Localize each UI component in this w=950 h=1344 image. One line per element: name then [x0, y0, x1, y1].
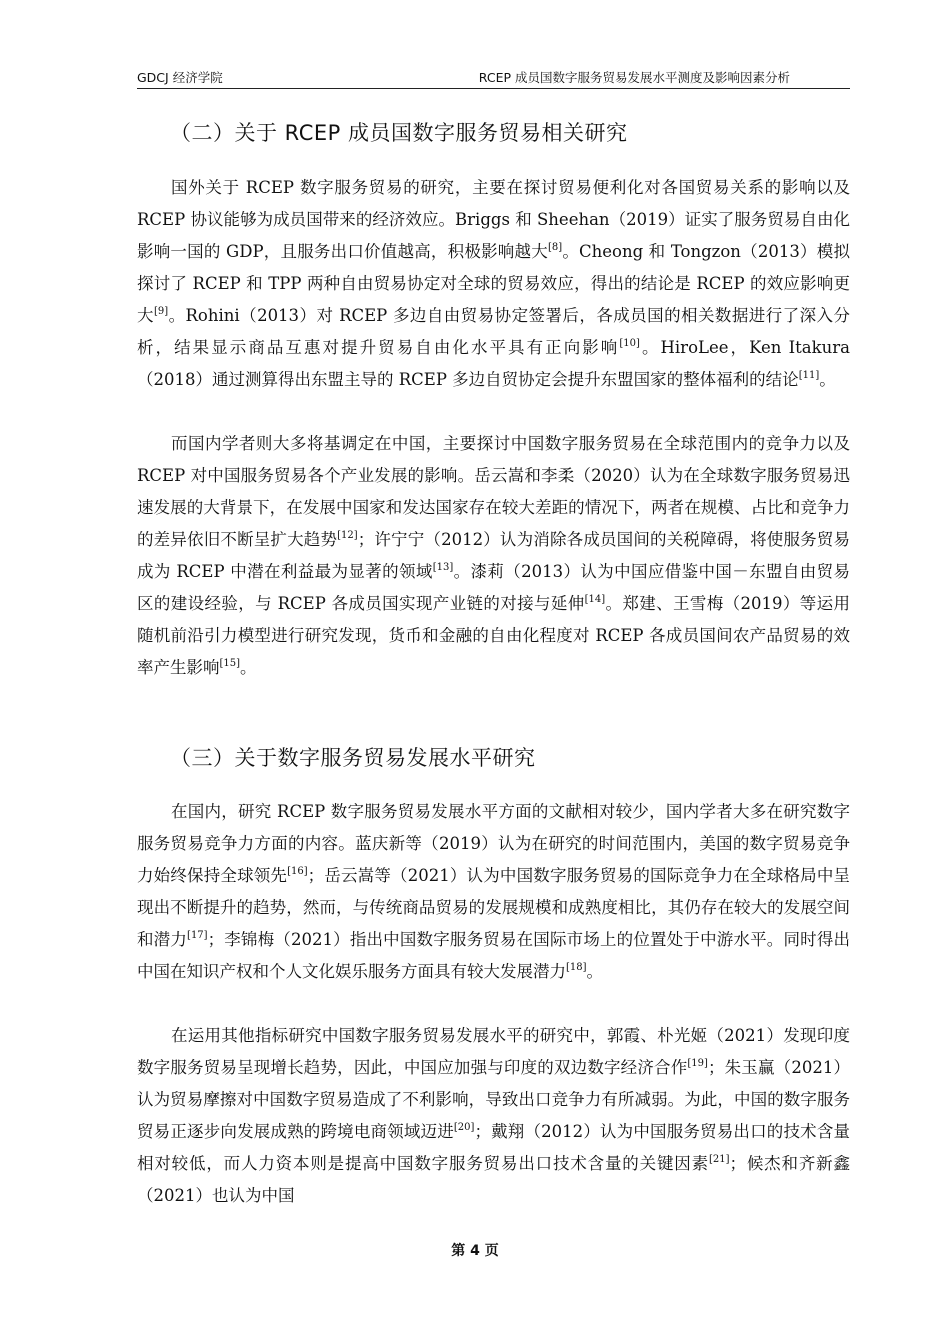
paragraph-competitiveness	[137, 796, 850, 988]
citation-21: [21]	[708, 1154, 730, 1165]
text-run: 在国内，研究 RCEP 数字服务贸易发展水平方面的文献相对较少，国内学者大多在研究数字服务贸易竞争力方面的内容。蓝庆新等（2019）认为在研究的时间范围内，美国的数字贸易竞争力始终保持全球领先	[137, 802, 850, 885]
text-run: 。漆莉（2013）认为中国应借鉴中国－东盟自由贸易区的建设经验，与 RCEP 各成员国实现产业链的对接与延伸	[137, 562, 850, 613]
text-run: ；朱玉赢（2021）认为贸易摩擦对中国数字贸易造成了不利影响，导致出口竞争力有所减弱。为此，中国的数字服务贸易正逐步向发展成熟的跨境电商领域迈进	[137, 1058, 851, 1141]
citation-13: [13]	[432, 562, 454, 573]
citation-9: [9]	[153, 306, 169, 317]
paragraph-foreign-research	[137, 172, 850, 396]
text-run: ；候杰和齐新鑫（2021）也认为中国	[137, 1154, 851, 1205]
header-institution: GDCJ 经济学院	[137, 70, 223, 85]
text-run: 。	[240, 658, 257, 677]
text-run: 。郑建、王雪梅（2019）等运用随机前沿引力模型进行研究发现，货币和金融的自由化程度对 RCEP 各成员国间农产品贸易的效率产生影响	[137, 594, 851, 677]
section-heading-2: （二）关于 RCEP 成员国数字服务贸易相关研究	[170, 121, 628, 145]
text-run: ；李锦梅（2021）指出中国数字服务贸易在国际市场上的位置处于中游水平。同时得出中国在知识产权和个人文化娱乐服务方面具有较大发展潜力	[137, 930, 851, 981]
text-run: ；许宁宁（2012）认为消除各成员国间的关税障碍，将使服务贸易成为 RCEP 中潜在利益最为显著的领域	[137, 530, 851, 581]
citation-8: [8]	[547, 242, 563, 253]
text-run: 而国内学者则大多将基调定在中国，主要探讨中国数字服务贸易在全球范围内的竞争力以及 RCEP 对中国服务贸易各个产业发展的影响。岳云嵩和李柔（2020）认为在全球数字服务贸易迅速发展的大背景下，在发展中国家和发达国家存在较大差距的情况下，两者在规模、占比和竞争力的差异依旧不断呈扩大趋势	[137, 434, 850, 549]
citation-17: [17]	[187, 930, 208, 941]
paragraph-other-indicators	[137, 1020, 850, 1212]
section-heading-3: （三）关于数字服务贸易发展水平研究	[170, 746, 536, 770]
text-run: 在运用其他指标研究中国数字服务贸易发展水平的研究中，郭霞、朴光姬（2021）发现印度数字服务贸易呈现增长趋势，因此，中国应加强与印度的双边数字经济合作	[137, 1026, 850, 1077]
citation-19: [19]	[687, 1058, 708, 1069]
citation-18: [18]	[566, 962, 587, 973]
text-run: 。	[819, 370, 836, 389]
text-run: 。	[586, 962, 604, 981]
citation-20: [20]	[453, 1122, 475, 1133]
citation-15: [15]	[219, 658, 241, 669]
citation-10: [10]	[619, 338, 640, 349]
text-run: 。Rohini（2013）对 RCEP 多边自由贸易协定签署后，各成员国的相关数据进行了深入分析，结果显示商品互惠对提升贸易自由化水平具有正向影响	[137, 306, 851, 357]
citation-16: [16]	[287, 866, 308, 877]
text-run: ；岳云嵩等（2021）认为中国数字服务贸易的国际竞争力在全球格局中呈现出不断提升的趋势，然而，与传统商品贸易的发展规模和成熟度相比，其仍存在较大的发展空间和潜力	[137, 866, 850, 949]
text-run: ；戴翔（2012）认为中国服务贸易出口的技术含量相对较低，而人力资本则是提高中国数字服务贸易出口技术含量的关键因素	[137, 1122, 851, 1173]
text-run: 。Cheong 和 Tongzon（2013）模拟探讨了 RCEP 和 TPP 两种自由贸易协定对全球的贸易效应，得出的结论是 RCEP 的效应影响更大	[137, 242, 850, 325]
paragraph-domestic-research	[137, 428, 850, 684]
text-run: 。HiroLee，Ken Itakura（2018）通过测算得出东盟主导的 RCEP 多边自贸协定会提升东盟国家的整体福利的结论	[137, 338, 850, 389]
header-paper-title: RCEP 成员国数字服务贸易发展水平测度及影响因素分析	[478, 70, 790, 85]
citation-11: [11]	[798, 370, 820, 381]
citation-14: [14]	[584, 594, 606, 605]
page-number: 第 4 页	[451, 1243, 499, 1259]
page-header	[137, 66, 850, 89]
citation-12: [12]	[337, 530, 358, 541]
text-run: 国外关于 RCEP 数字服务贸易的研究，主要在探讨贸易便利化对各国贸易关系的影响以及 RCEP 协议能够为成员国带来的经济效应。Briggs 和 Sheehan（2019）证实了服务贸易自由化影响一国的 GDP，且服务出口价值越高，积极影响越大	[137, 178, 850, 261]
